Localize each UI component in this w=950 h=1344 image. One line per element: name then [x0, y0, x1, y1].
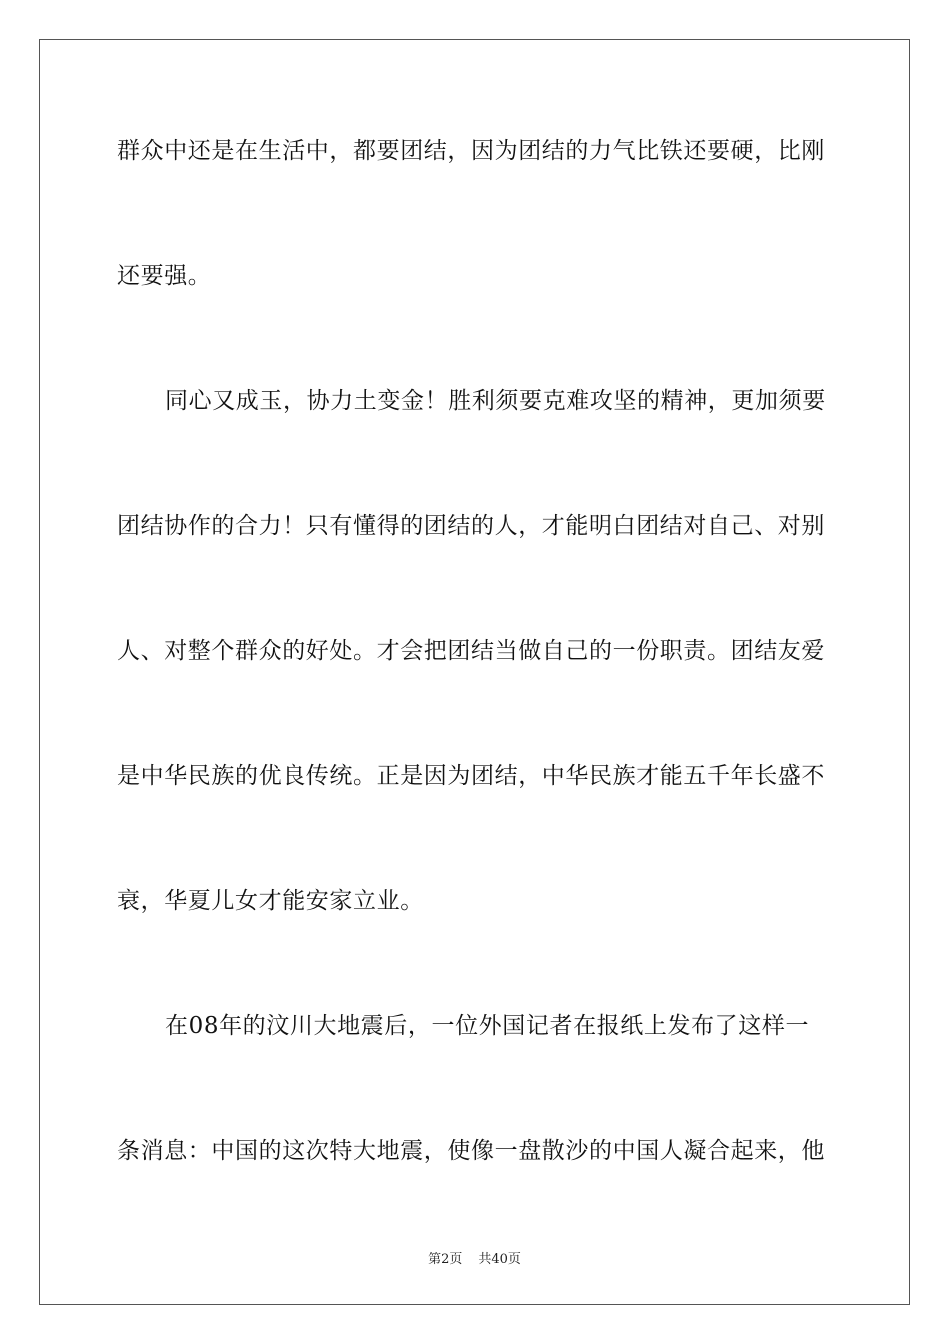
body-line-7: 衰，华夏儿女才能安家立业。	[117, 888, 424, 914]
body-line-5: 人、对整个群众的好处。才会把团结当做自己的一份职责。团结友爱	[117, 638, 825, 664]
body-line-1: 群众中还是在生活中，都要团结，因为团结的力气比铁还要硬，比刚	[117, 138, 825, 164]
document-page	[39, 39, 910, 1305]
body-line-8: 在08年的汶川大地震后，一位外国记者在报纸上发布了这样一	[165, 1013, 810, 1039]
total-pages: 共40页	[478, 1252, 521, 1267]
page-number: 第2页	[428, 1252, 463, 1267]
body-line-6: 是中华民族的优良传统。正是因为团结，中华民族才能五千年长盛不	[117, 763, 825, 789]
body-line-3: 同心又成玉，协力土变金！胜利须要克难攻坚的精神，更加须要	[165, 388, 826, 414]
body-line-2: 还要强。	[117, 263, 212, 289]
body-line-9: 条消息：中国的这次特大地震，使像一盘散沙的中国人凝合起来，他	[117, 1138, 825, 1164]
page-footer	[40, 1248, 909, 1267]
body-line-4: 团结协作的合力！只有懂得的团结的人，才能明白团结对自己、对别	[117, 513, 825, 539]
